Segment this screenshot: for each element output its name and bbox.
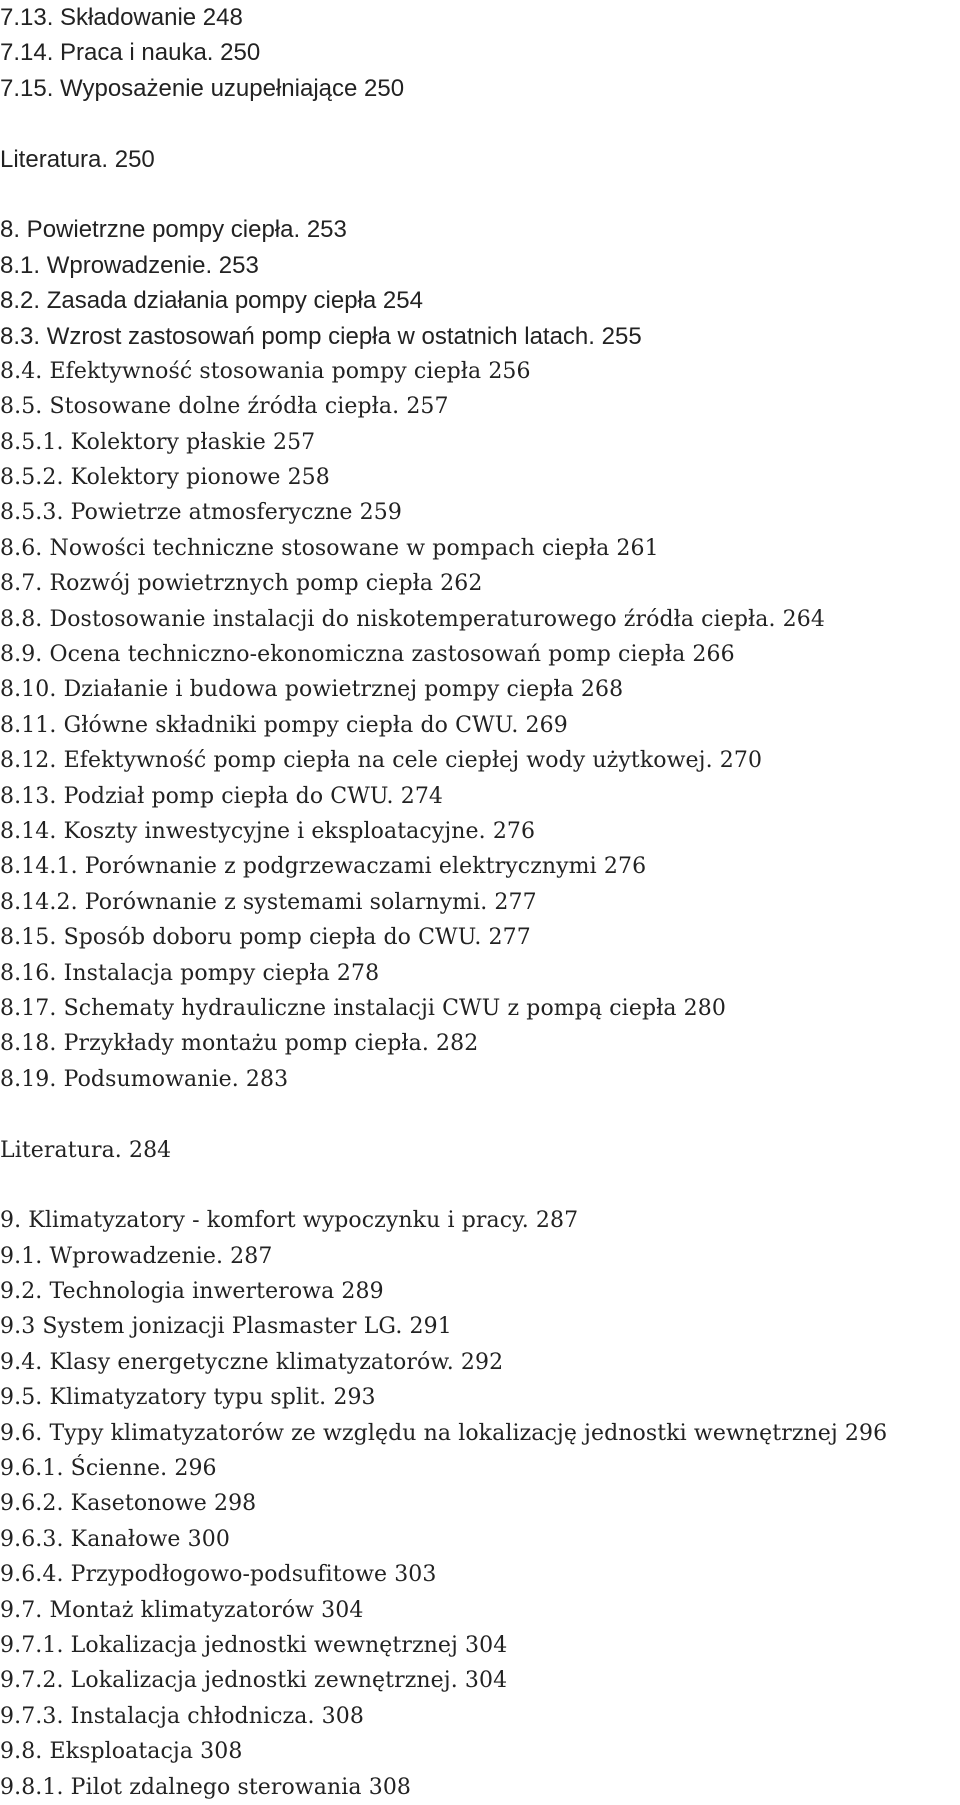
- toc-entry: 8.19. Podsumowanie. 283: [0, 1066, 289, 1092]
- toc-entry: 9.6.2. Kasetonowe 298: [0, 1491, 257, 1517]
- toc-entry-literatura: Literatura. 284: [0, 1137, 172, 1163]
- toc-entry: 8.14.2. Porównanie z systemami solarnymi. 277: [0, 889, 537, 915]
- toc-entry: 8.11. Główne składniki pompy ciepła do CWU. 269: [0, 712, 568, 738]
- toc-entry: 8.16. Instalacja pompy ciepła 278: [0, 960, 380, 986]
- toc-entry: 8.5.3. Powietrze atmosferyczne 259: [0, 500, 402, 526]
- toc-entry: 8.5. Stosowane dolne źródła ciepła. 257: [0, 394, 449, 420]
- toc-entry: 8.12. Efektywność pomp ciepła na cele ciepłej wody użytkowej. 270: [0, 748, 763, 774]
- toc-chapter-heading: 9. Klimatyzatory - komfort wypoczynku i pracy. 287: [0, 1208, 579, 1234]
- toc-entry-literatura: Literatura. 250: [0, 145, 155, 173]
- toc-entry: 9.8.1. Pilot zdalnego sterowania 308: [0, 1774, 412, 1800]
- toc-entry: 8.14. Koszty inwestycyjne i eksploatacyjne. 276: [0, 818, 536, 844]
- toc-entry: 8.5.1. Kolektory płaskie 257: [0, 429, 316, 455]
- toc-entry: 8.10. Działanie i budowa powietrznej pompy ciepła 268: [0, 677, 624, 703]
- toc-entry: 8.1. Wprowadzenie. 253: [0, 251, 259, 279]
- toc-chapter-heading: 8. Powietrzne pompy ciepła. 253: [0, 216, 347, 244]
- toc-entry: 9.6.1. Ścienne. 296: [0, 1456, 217, 1482]
- toc-entry: 9.6. Typy klimatyzatorów ze względu na lokalizację jednostki wewnętrznej 296: [0, 1420, 888, 1446]
- toc-entry: 8.13. Podział pomp ciepła do CWU. 274: [0, 783, 444, 809]
- toc-entry: 7.14. Praca i nauka. 250: [0, 39, 261, 67]
- spacer: [0, 177, 960, 212]
- toc-entry: 8.6. Nowości techniczne stosowane w pompach ciepła 261: [0, 535, 659, 561]
- toc-entry: 8.15. Sposób doboru pomp ciepła do CWU. 277: [0, 925, 531, 951]
- toc-entry: 7.15. Wyposażenie uzupełniające 250: [0, 74, 405, 102]
- toc-entry: 9.7. Montaż klimatyzatorów 304: [0, 1597, 364, 1623]
- toc-entry: 8.5.2. Kolektory pionowe 258: [0, 465, 330, 491]
- spacer: [0, 1097, 960, 1132]
- toc-entry: 9.6.4. Przypodłogowo-podsufitowe 303: [0, 1562, 437, 1588]
- toc-entry: 9.4. Klasy energetyczne klimatyzatorów. 292: [0, 1349, 504, 1375]
- toc-entry: 8.18. Przykłady montażu pomp ciepła. 282: [0, 1031, 479, 1057]
- spacer: [0, 106, 960, 141]
- toc-entry: 9.1. Wprowadzenie. 287: [0, 1243, 273, 1269]
- toc-entry: 7.13. Składowanie 248: [0, 4, 243, 31]
- toc-entry: 9.3 System jonizacji Plasmaster LG. 291: [0, 1314, 452, 1340]
- toc-entry: 8.7. Rozwój powietrznych pomp ciepła 262: [0, 571, 483, 597]
- spacer: [0, 1168, 960, 1203]
- toc-entry: 8.4. Efektywność stosowania pompy ciepła 256: [0, 358, 531, 384]
- toc-entry: 9.2. Technologia inwerterowa 289: [0, 1279, 384, 1305]
- toc-entry: 9.6.3. Kanałowe 300: [0, 1526, 230, 1552]
- toc-entry: 8.2. Zasada działania pompy ciepła 254: [0, 287, 423, 315]
- toc-entry: 9.7.2. Lokalizacja jednostki zewnętrznej. 304: [0, 1668, 508, 1694]
- toc-entry: 8.8. Dostosowanie instalacji do niskotemperaturowego źródła ciepła. 264: [0, 606, 825, 632]
- toc-entry: 8.3. Wzrost zastosowań pomp ciepła w ostatnich latach. 255: [0, 322, 642, 350]
- toc-entry: 8.17. Schematy hydrauliczne instalacji CWU z pompą ciepła 280: [0, 995, 726, 1021]
- toc-entry: 9.5. Klimatyzatory typu split. 293: [0, 1385, 376, 1411]
- toc-entry: 8.9. Ocena techniczno-ekonomiczna zastosowań pomp ciepła 266: [0, 642, 735, 668]
- toc-entry: 9.7.1. Lokalizacja jednostki wewnętrznej 304: [0, 1632, 508, 1658]
- toc-entry: 9.8. Eksploatacja 308: [0, 1739, 243, 1765]
- toc-entry: 9.7.3. Instalacja chłodnicza. 308: [0, 1703, 364, 1729]
- toc-entry: 8.14.1. Porównanie z podgrzewaczami elektrycznymi 276: [0, 854, 647, 880]
